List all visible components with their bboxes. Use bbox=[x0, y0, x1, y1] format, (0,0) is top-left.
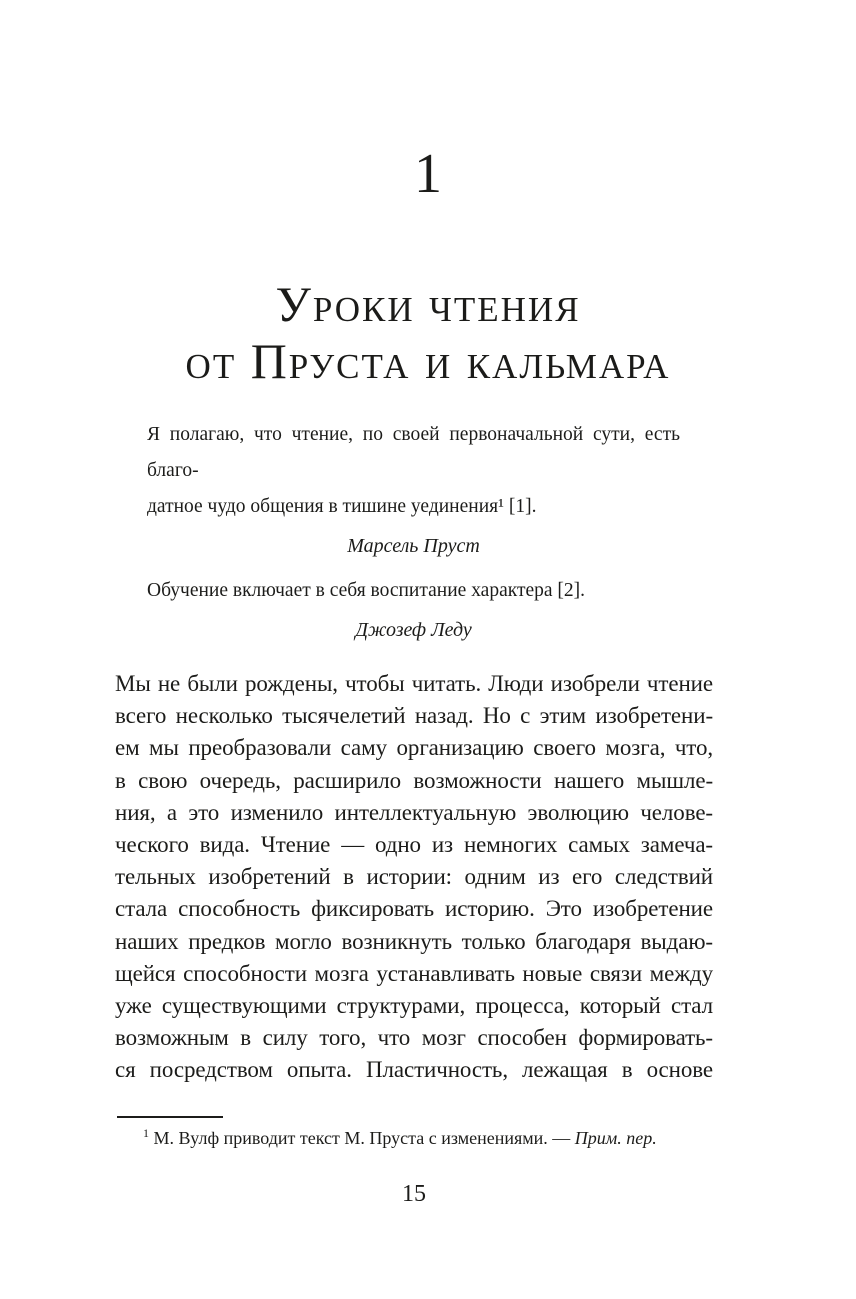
epigraph-quote-ledoux bbox=[147, 573, 680, 609]
chapter-title-line-2: от Пруста и кальмара bbox=[185, 333, 671, 389]
text-line: щейся способности мозга устанавливать новые связи между bbox=[115, 960, 713, 986]
epigraph-section bbox=[147, 417, 680, 645]
text-line: в свою очередь, расширило возможности нашего мышле- bbox=[115, 767, 713, 793]
epigraph-attribution-ledoux: Джозеф Леду bbox=[355, 619, 472, 641]
page-number: 15 bbox=[402, 1181, 426, 1207]
epigraph-quote-proust bbox=[147, 417, 680, 525]
footnote-source-note: Прим. пер. bbox=[574, 1128, 657, 1148]
text-line: Обучение включает в себя воспитание характера [2]. bbox=[147, 580, 586, 601]
chapter-title bbox=[0, 276, 856, 390]
text-line: ния, а это изменило интеллектуальную эволюцию челове- bbox=[115, 799, 713, 825]
body-paragraph bbox=[115, 668, 713, 1087]
text-line: наших предков могло возникнуть только благодаря выдаю- bbox=[115, 928, 713, 954]
text-line: всего несколько тысячелетий назад. Но с этим изобретени- bbox=[115, 703, 713, 729]
text-line: уже существующими структурами, процесса, который стал bbox=[115, 993, 713, 1019]
text-line: Мы не были рождены, чтобы читать. Люди изобрели чтение bbox=[115, 671, 713, 696]
text-line: Я полагаю, что чтение, по своей первоначальной сути, есть благо- bbox=[147, 424, 680, 481]
text-line: стала способность фиксировать историю. Это изобретение bbox=[115, 896, 713, 922]
footnote-marker: 1 bbox=[143, 1126, 149, 1140]
text-line: возможным в силу того, что мозг способен формировать- bbox=[115, 1025, 713, 1051]
text-line: ся посредством опыта. Пластичность, лежащая в основе bbox=[115, 1057, 713, 1083]
epigraph-attribution-proust: Марсель Пруст bbox=[347, 535, 480, 557]
chapter-number: 1 bbox=[414, 143, 442, 205]
text-line: ем мы преобразовали саму организацию своего мозга, что, bbox=[115, 735, 713, 761]
text-line: тельных изобретений в истории: одним из его следствий bbox=[115, 864, 713, 890]
footnote bbox=[115, 1124, 713, 1152]
text-line: ческого вида. Чтение — одно из немногих самых замеча- bbox=[115, 832, 713, 858]
text-line: датное чудо общения в тишине уединения¹ [1]. bbox=[147, 496, 537, 517]
footnote-divider bbox=[117, 1116, 223, 1118]
footnote-text: М. Вулф приводит текст М. Пруста с изменениями. — bbox=[149, 1128, 575, 1148]
chapter-title-line-1: Уроки чтения bbox=[275, 276, 581, 332]
